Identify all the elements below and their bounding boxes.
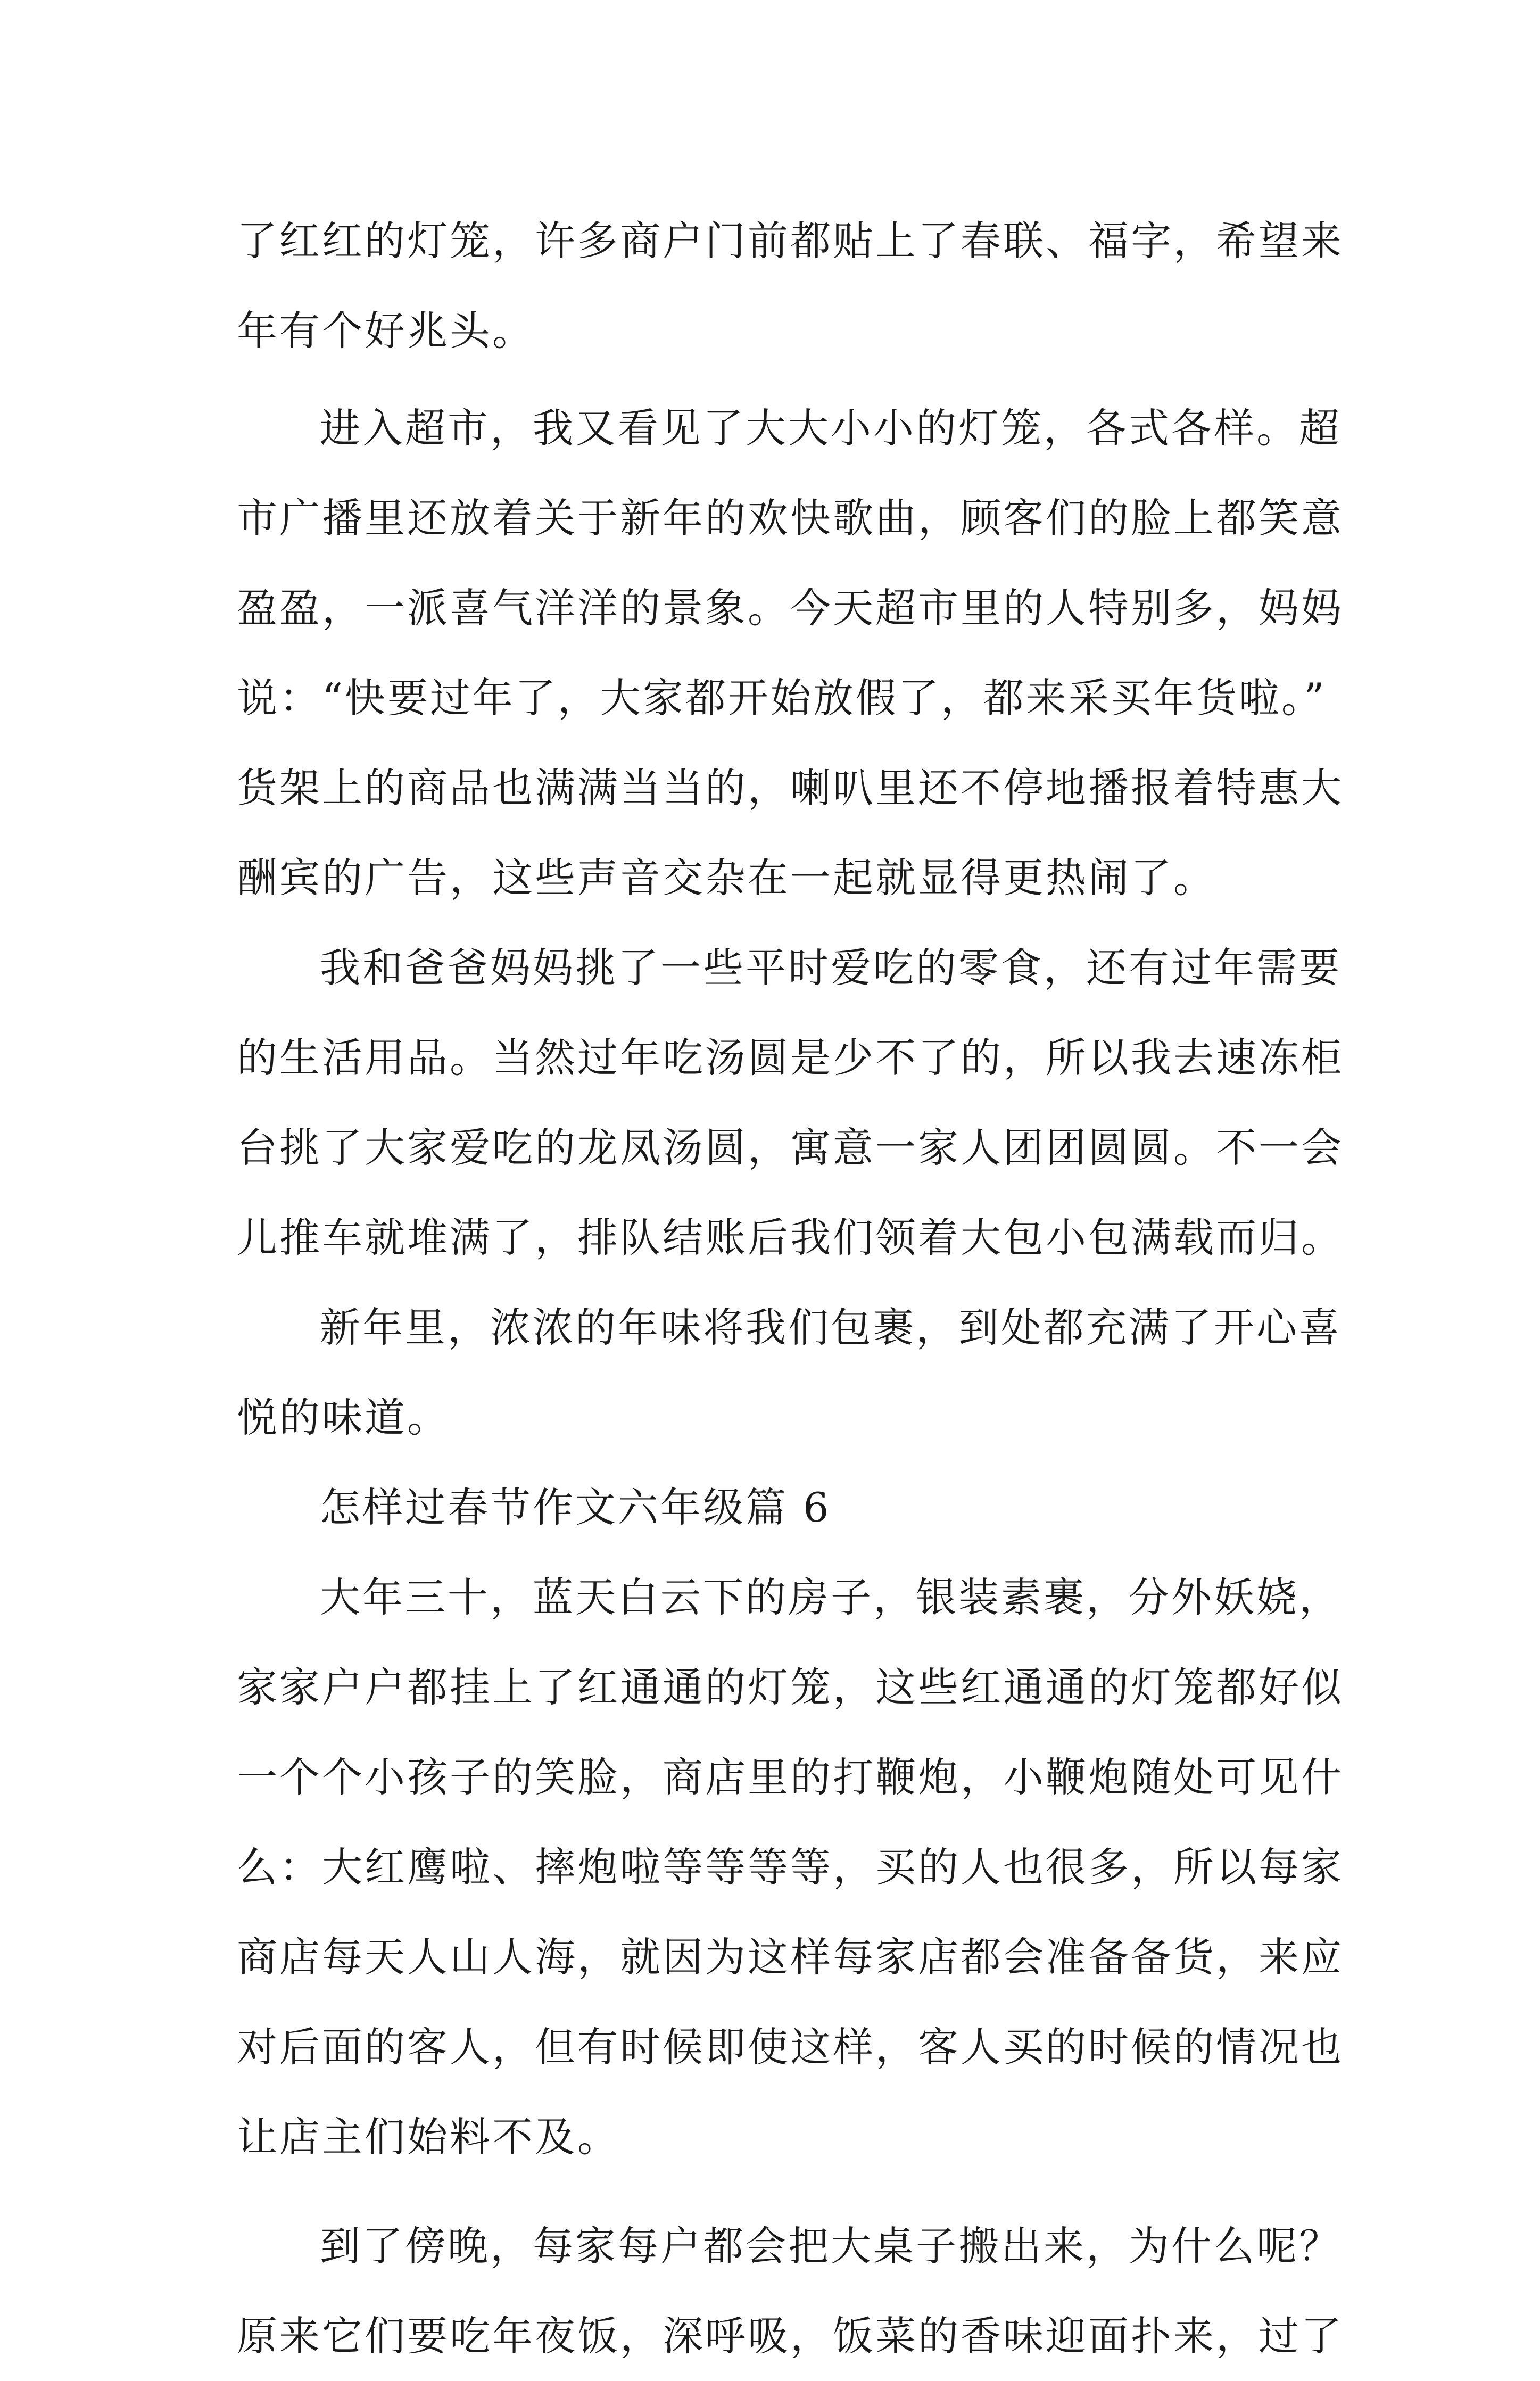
text-line: 一个个小孩子的笑脸，商店里的打鞭炮，小鞭炮随处可见什 [237,1754,1344,1801]
section-heading: 怎样过春节作文六年级篇 6 [320,1484,831,1531]
text-line: 原来它们要吃年夜饭，深呼吸，饭菜的香味迎面扑来，过了 [237,2312,1344,2360]
paragraph-start: 我和爸爸妈妈挑了一些平时爱吃的零食，还有过年需要 [320,944,1342,991]
text-line: 说：“快要过年了，大家都开始放假了，都来采买年货啦。” [237,674,1327,722]
text-line: 悦的味道。 [237,1394,450,1441]
document-body [237,196,1344,2381]
text-line: 么：大红鹰啦、摔炮啦等等等等，买的人也很多，所以每家 [237,1843,1344,1891]
paragraph-start: 新年里，浓浓的年味将我们包裹，到处都充满了开心喜 [320,1304,1342,1351]
text-line: 了红红的灯笼，许多商户门前都贴上了春联、福字，希望来 [237,217,1344,264]
text-line: 的生活用品。当然过年吃汤圆是少不了的，所以我去速冻柜 [237,1034,1344,1081]
paragraph-start: 进入超市，我又看见了大大小小的灯笼，各式各样。超 [320,404,1342,452]
text-line: 儿推车就堆满了，排队结账后我们领着大包小包满载而归。 [237,1214,1344,1261]
text-line: 商店每天人山人海，就因为这样每家店都会准备备货，来应 [237,1933,1344,1981]
text-line: 对后面的客人，但有时候即使这样，客人买的时候的情况也 [237,2023,1344,2071]
text-line: 酬宾的广告，这些声音交杂在一起就显得更热闹了。 [237,854,1216,902]
text-line: 家家户户都挂上了红通通的灯笼，这些红通通的灯笼都好似 [237,1664,1344,1711]
text-line: 让店主们始料不及。 [237,2113,620,2161]
paragraph-start: 大年三十，蓝天白云下的房子，银装素裹，分外妖娆， [320,1574,1342,1621]
text-line: 台挑了大家爱吃的龙凤汤圆，寓意一家人团团圆圆。不一会 [237,1124,1344,1171]
text-line: 市广播里还放着关于新年的欢快歌曲，顾客们的脸上都笑意 [237,494,1344,542]
text-line: 年有个好兆头。 [237,307,535,354]
paragraph-start: 到了傍晚，每家每户都会把大桌子搬出来，为什么呢？ [320,2222,1342,2270]
text-line: 货架上的商品也满满当当的，喇叭里还不停地播报着特惠大 [237,764,1344,812]
text-line: 盈盈，一派喜气洋洋的景象。今天超市里的人特别多，妈妈 [237,584,1344,632]
